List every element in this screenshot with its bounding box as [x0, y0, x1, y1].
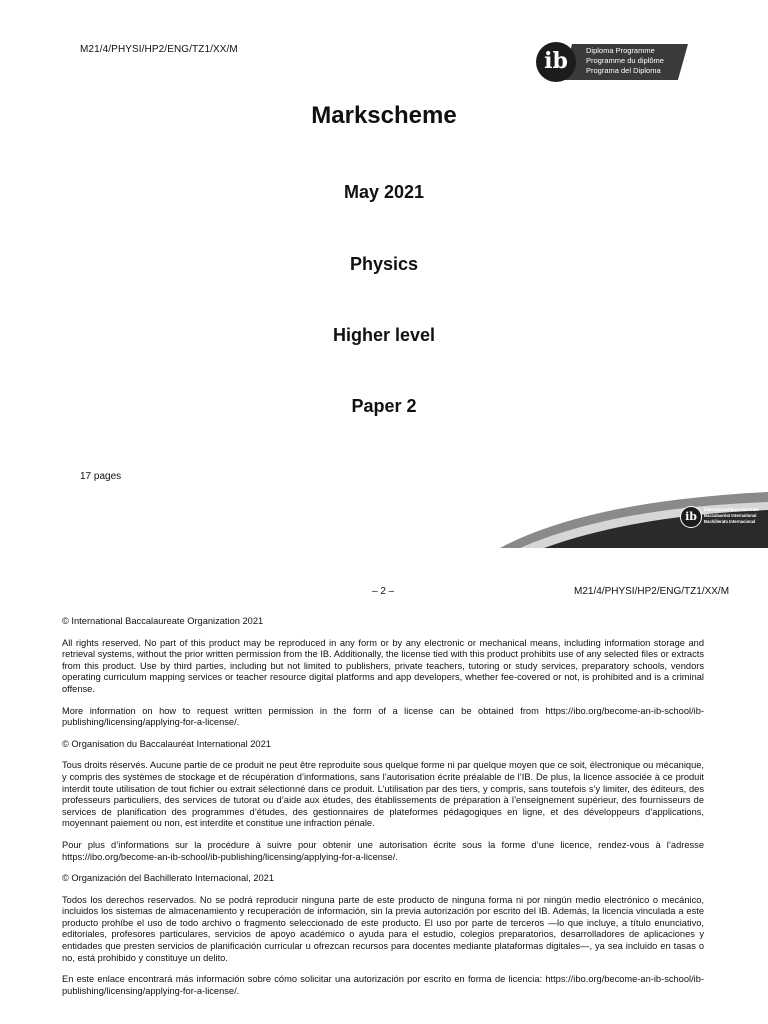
logo-line-2: Programme du diplôme — [586, 56, 664, 65]
copyright-en-license: More information on how to request written permission in the form of a license can be obtained from https://ibo.org/become-an-ib-school/ib-publishing/licensing/applying-for-a-license/. — [62, 705, 704, 728]
copyright-es-text: Todos los derechos reservados. No se podrá reproducir ninguna parte de este producto de ninguna forma ni por ningún medio electrónico o mecánico, incluidos los sistemas de almacenamiento y recuperación de información, sin la previa autorización por escrito del IB. Además, la licencia vinculada a este producto prohíbe el uso de todo archivo o fragmento seleccionado de este producto. El uso por parte de terceros —lo que incluye, a título enunciativo, editoriales, profesores particulares, servicios de apoyo académico o ayuda para el estudio, colegios preparatorios, desarrolladores de aplicaciones y entidades que presten servicios de planificación curricular u ofrezcan recursos para docentes mediante plataformas digitales—, ya sea incluido en tasas o no, está prohibido y constituye un delito. — [62, 894, 704, 963]
copyright-fr-text: Tous droits réservés. Aucune partie de ce produit ne peut être reproduite sous quelque forme ni par quelque moyen que ce soit, électronique ou mécanique, y compris des systèmes de stockage et de récupération d’informations, sans l’autorisation écrite préalable de l’IB. De plus, la licence associée à ce produit interdit toute utilisation de tout fichier ou extrait sélectionné dans ce produit. L’utilisation par des tiers, y compris, sans toutefois s’y limiter, des éditeurs, des professeurs particuliers, des services de tutorat ou d’aide aux études, des établissements de préparation à l’enseignement supérieur, des fournisseurs de services de planification des programmes d’études, des gestionnaires de plateformes pédagogiques en ligne, et des développeurs d’applications, moyennant paiement ou non, est interdite et constitue une infraction pénale. — [62, 760, 704, 829]
paper-number: Paper 2 — [351, 396, 417, 416]
copyright-fr-license: Pour plus d’informations sur la procédure à suivre pour obtenir une autorisation écrite sous la forme d’une licence, rendez-vous à l’adresse https://ibo.org/become-an-ib-school/ib-publishing/licensing/applying-for-a-license/. — [62, 839, 704, 862]
footer-logo-text — [704, 507, 759, 525]
logo-text — [586, 46, 664, 76]
ib-logo-icon: ib — [536, 42, 576, 82]
document-code-page2: M21/4/PHYSI/HP2/ENG/TZ1/XX/M — [574, 586, 730, 597]
footer-logo-line-3: Bachillerato Internacional — [704, 519, 756, 524]
ib-footer-icon: ib — [680, 506, 702, 528]
page-number: – 2 – — [372, 586, 395, 597]
copyright-es-license: En este enlace encontrará más información sobre cómo solicitar una autorización por escrito en forma de licencia: https://ibo.org/become-an-ib-school/ib-publishing/licensing/applying-for-a-license/. — [62, 974, 704, 996]
copyright-body — [62, 616, 704, 1007]
footer-logo-line-2: Baccalauréat International — [704, 513, 757, 518]
ib-diploma-logo — [536, 42, 688, 82]
document-title: Markscheme — [311, 102, 457, 129]
copyright-fr-heading: © Organisation du Baccalauréat International 2021 — [62, 738, 271, 749]
level: Higher level — [332, 325, 436, 345]
logo-line-1: Diploma Programme — [586, 46, 655, 55]
subject: Physics — [349, 254, 419, 274]
page-count: 17 pages — [80, 471, 122, 482]
logo-line-3: Programa del Diploma — [586, 66, 661, 75]
exam-date: May 2021 — [343, 182, 425, 202]
copyright-en-heading: © International Baccalaureate Organization 2021 — [62, 616, 264, 626]
ib-footer-logo — [680, 506, 764, 528]
footer-logo-line-1: International Baccalaureate — [704, 507, 759, 512]
copyright-en-text: All rights reserved. No part of this product may be reproduced in any form or by any electronic or mechanical means, including information storage and retrieval systems, without the prior written permission from the IB. Additionally, the license tied with this product prohibits use of any selected files or extracts from this product. Use by third parties, including but not limited to publishers, private teachers, tutoring or study services, preparatory schools, vendors operating curriculum mapping services or teacher resource digital platforms and app developers, whether fee-covered or not, is prohibited and is a criminal offense. — [62, 637, 704, 694]
copyright-page — [0, 566, 768, 1024]
page-gap — [0, 548, 768, 566]
document-code: M21/4/PHYSI/HP2/ENG/TZ1/XX/M — [80, 44, 238, 55]
copyright-es-heading: © Organización del Bachillerato Internacional, 2021 — [62, 873, 275, 884]
